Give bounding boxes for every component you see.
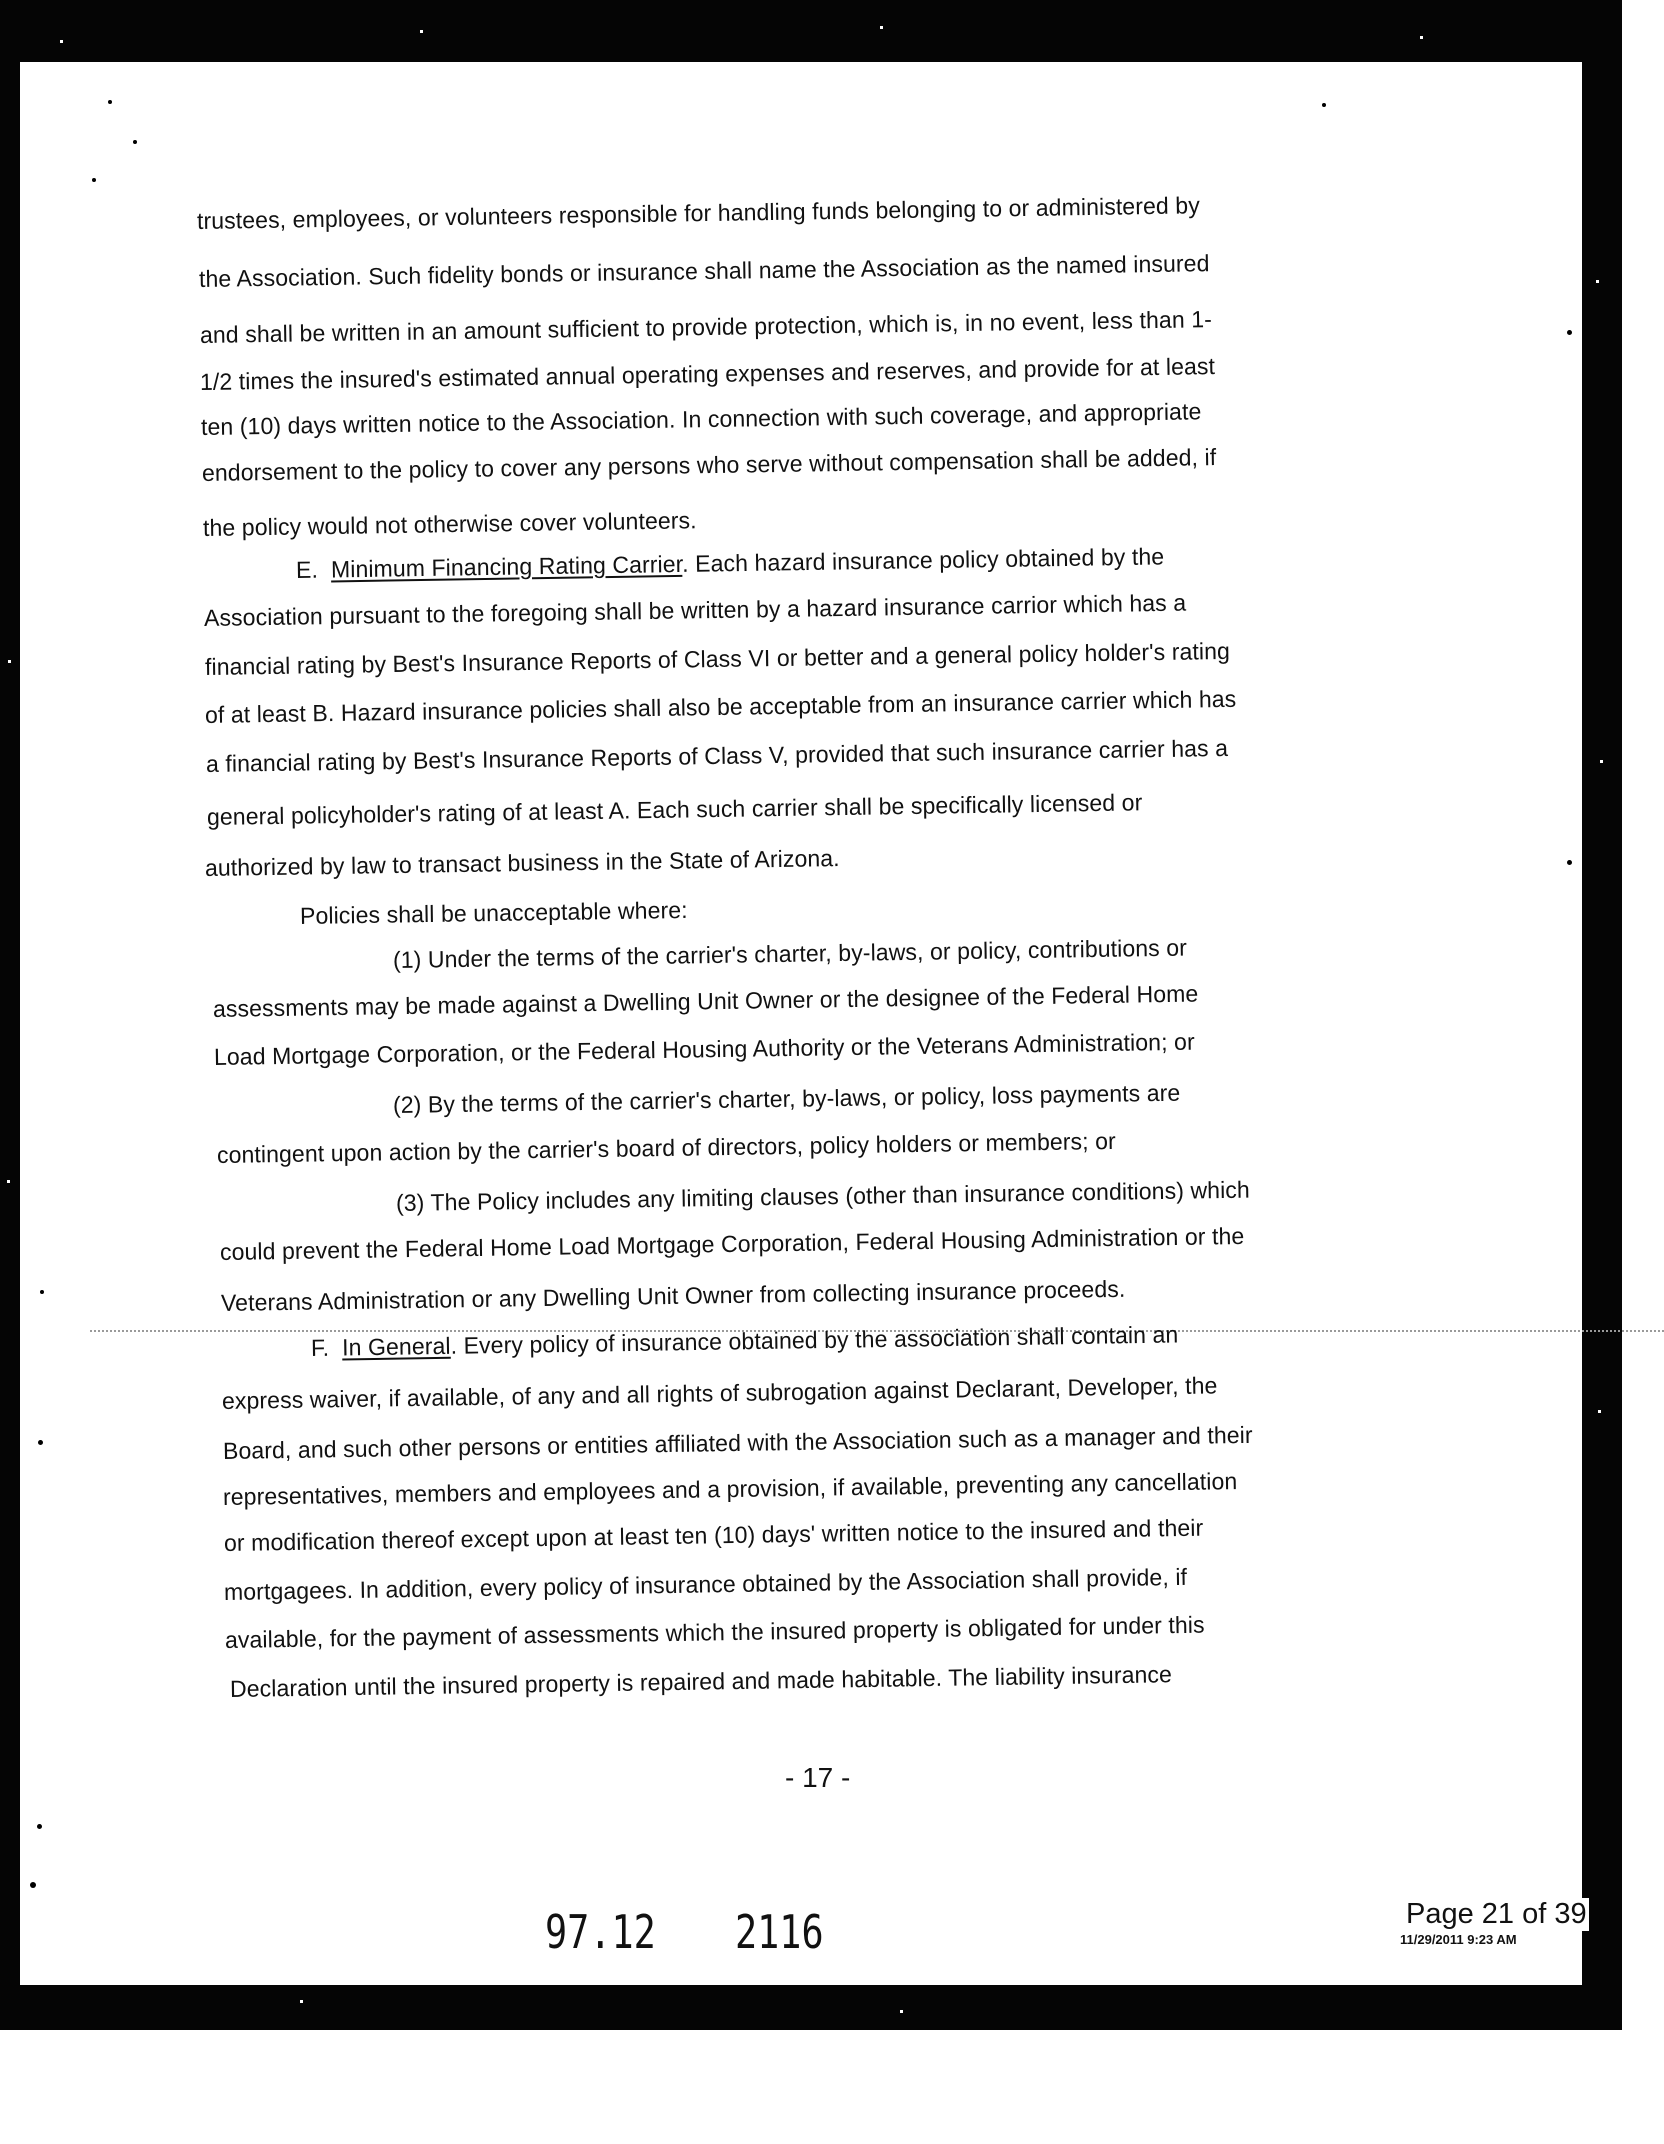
recording-page-number: 2116: [735, 1905, 824, 1959]
text-line: assessments may be made against a Dwelling Unit Owner or the designee of the Federal Home: [212, 980, 1199, 1022]
scan-speck: [1596, 280, 1599, 283]
scan-speck: [880, 26, 883, 29]
list-item-1: (1) Under the terms of the carrier's charter, by-laws, or policy, contributions or: [392, 934, 1188, 973]
list-item-3: (3) The Policy includes any limiting clauses (other than insurance conditions) which: [395, 1176, 1251, 1216]
section-e-heading: Minimum Financing Rating Carrier: [330, 550, 683, 583]
scan-speck: [38, 1440, 43, 1445]
scan-speck: [1567, 330, 1572, 335]
section-f-letter: F.: [310, 1334, 330, 1361]
scan-speck: [1598, 1410, 1601, 1413]
timestamp-stamp: 11/29/2011 9:23 AM: [1400, 1932, 1517, 1947]
text-line: and shall be written in an amount sufficient to provide protection, which is, in no event, less than 1-: [199, 306, 1213, 348]
scan-border-top: [0, 0, 1612, 62]
text-line: available, for the payment of assessments which the insured property is obligated for under this: [224, 1611, 1205, 1653]
text-line: express waiver, if available, of any and all rights of subrogation against Declarant, Developer, the: [221, 1372, 1218, 1414]
section-f-heading: In General: [341, 1332, 451, 1361]
scan-speck: [1600, 760, 1603, 763]
section-f-first-line-text: . Every policy of insurance obtained by the association shall contain an: [450, 1321, 1179, 1359]
scan-speck: [30, 1882, 36, 1888]
list-intro: Policies shall be unacceptable where:: [299, 896, 688, 929]
text-line: endorsement to the policy to cover any persons who serve without compensation shall be added, if: [201, 444, 1217, 486]
text-line: the Association. Such fidelity bonds or insurance shall name the Association as the named insured: [198, 250, 1210, 292]
scan-speck: [108, 100, 112, 104]
text-line: mortgagees. In addition, every policy of insurance obtained by the Association shall provide, if: [223, 1563, 1188, 1605]
text-line: Board, and such other persons or entities affiliated with the Association such as a manager and their: [222, 1421, 1253, 1464]
text-line: Load Mortgage Corporation, or the Federal Housing Authority or the Veterans Administration; or: [213, 1028, 1195, 1070]
scan-speck: [7, 1180, 10, 1183]
text-line: 1/2 times the insured's estimated annual operating expenses and reserves, and provide for at least: [199, 353, 1216, 395]
text-line: the policy would not otherwise cover volunteers.: [202, 507, 697, 541]
scan-speck: [300, 2000, 303, 2003]
text-line: Declaration until the insured property is repaired and made habitable. The liability insurance: [229, 1661, 1173, 1702]
text-line: or modification thereof except upon at least ten (10) days' written notice to the insured and their: [223, 1514, 1204, 1556]
text-line: trustees, employees, or volunteers responsible for handling funds belonging to or administered by: [196, 192, 1201, 234]
scan-border-right: [1582, 0, 1622, 2002]
scan-speck: [40, 1290, 44, 1294]
scan-speck: [133, 140, 137, 144]
section-e-letter: E.: [295, 556, 319, 583]
page-count-stamp: Page 21 of 39: [1406, 1898, 1587, 1930]
scan-speck: [60, 40, 63, 43]
text-line: Association pursuant to the foregoing shall be written by a hazard insurance carrior which has a: [203, 589, 1187, 631]
text-line: financial rating by Best's Insurance Reports of Class VI or better and a general policy holder's rating: [204, 637, 1231, 680]
scan-border-bottom: [0, 1985, 1622, 2030]
scan-speck: [900, 2010, 903, 2013]
recording-book-number: 97.12: [545, 1905, 656, 1959]
scan-speck: [1567, 860, 1572, 865]
text-line: could prevent the Federal Home Load Mortgage Corporation, Federal Housing Administration or the: [219, 1222, 1245, 1265]
scan-speck: [1420, 36, 1423, 39]
scan-speck: [92, 178, 96, 182]
page-number: - 17 -: [785, 1762, 851, 1793]
text-line: ten (10) days written notice to the Association. In connection with such coverage, and appropriate: [200, 398, 1202, 440]
scan-border-left: [0, 0, 20, 2030]
scan-speck: [37, 1824, 42, 1829]
text-line: Veterans Administration or any Dwelling Unit Owner from collecting insurance proceeds.: [220, 1275, 1126, 1316]
scan-speck: [420, 30, 423, 33]
scan-speck: [8, 660, 11, 663]
text-line: of at least B. Hazard insurance policies shall also be acceptable from an insurance carrier which has: [204, 685, 1237, 728]
section-e-first-line-text: . Each hazard insurance policy obtained by the: [681, 543, 1165, 577]
text-line: general policyholder's rating of at least A. Each such carrier shall be specifically licensed or: [206, 789, 1143, 830]
text-line: representatives, members and employees and a provision, if available, preventing any cancellation: [222, 1468, 1238, 1510]
text-line: authorized by law to transact business in the State of Arizona.: [204, 845, 840, 881]
scan-speck: [1322, 103, 1326, 107]
list-item-2: (2) By the terms of the carrier's charter, by-laws, or policy, loss payments are: [392, 1079, 1181, 1118]
text-line: a financial rating by Best's Insurance Reports of Class V, provided that such insurance carrier has a: [205, 734, 1229, 777]
text-line: contingent upon action by the carrier's board of directors, policy holders or members; or: [216, 1127, 1117, 1168]
